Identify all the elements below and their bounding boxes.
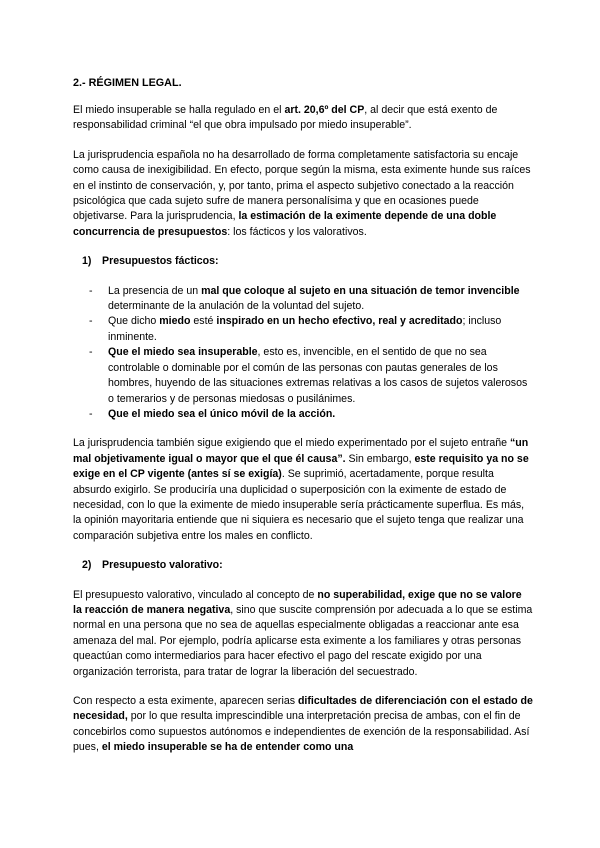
dash-bullet: - [89, 407, 93, 420]
text-run: . Se suprimió, acertadamente, porque resulta absurdo exigirlo. Se produciría una duplicidad o superposición con la eximente de estado de necesidad, con lo que la eximente de miedo insuperable sería prácticamente superflua. Es más, la opinión mayoritaria entiende que ni siquiera es necesario que el sujeto tenga que realizar una comparación subjetiva entre los males en conflicto. [73, 468, 525, 542]
bold-text: el miedo insuperable se ha de entender como una [101, 741, 354, 754]
text-run: : los fácticos y los valorativos. [227, 225, 367, 238]
text-run: La jurisprudencia también sigue exigiendo que el miedo experimentado por el sujeto entrañe [73, 437, 510, 450]
paragraph-legal-basis [73, 103, 533, 134]
text-run: Con respecto a esta eximente, aparecen serias [73, 695, 298, 707]
paragraph-jurisprudence [73, 148, 533, 240]
text-run: El miedo insuperable se halla regulado en el [73, 104, 285, 116]
text-run: esté [190, 315, 217, 328]
factual-requirements-list [73, 284, 533, 423]
list-item-text [108, 285, 520, 312]
section-title: 2.- RÉGIMEN LEGAL. [73, 77, 182, 89]
bold-text: Que el miedo sea el único móvil de la acción. [108, 407, 336, 420]
text-run: por lo que resulta imprescindible una interpretación precisa de ambas, con el fin de concebirlos como supuestos autónomos e independientes de exención de la responsabilidad. Así pues, [73, 710, 530, 754]
bold-text: no superabilidad, exige que no se valore la reacción de manera negativa [73, 588, 522, 616]
list-item-text [108, 346, 527, 404]
text-run: El presupuesto valorativo, vinculado al concepto de [73, 588, 318, 601]
text-run: La jurisprudencia española no ha desarrollado de forma completamente satisfactoria su encaje como causa de inexigibilidad. En efecto, porque según la misma, esta eximente hunde sus raíces en el instinto de conservación, y, por tanto, prima el aspecto subjetivo conectado a la reacción psicológica que cada sujeto sufre de manera personalísima y que en ocasiones puede objetivarse. Para la jurisprudencia, [73, 148, 531, 223]
bold-text: inspirado en un hecho efectivo, real y acreditado [216, 315, 463, 328]
bold-text: Que el miedo sea insuperable [108, 346, 258, 359]
paragraph-objective-harm [73, 436, 533, 544]
list-item [73, 314, 533, 345]
dash-bullet: - [89, 315, 93, 328]
list-item [73, 284, 533, 315]
text-run: Sin embargo, [345, 452, 415, 465]
text-run: , esto es, invencible, en el sentido de que no sea controlable o dominable por el común de las personas con pautas generales de los hombres, huyendo de las situaciones extremas relativas a los casos de sujetos valerosos o temerarios y de personas miedosas o pusilánimes. [108, 346, 528, 405]
dash-bullet: - [89, 346, 93, 359]
text-run: La presencia de un [108, 284, 202, 297]
list-item [73, 407, 533, 422]
text-run: Que dicho [108, 315, 160, 328]
paragraph-valuative [73, 588, 533, 680]
bold-text: art. 20,6º del CP [284, 104, 365, 116]
bold-text: “un mal objetivamente igual o mayor que el que él causa”. [73, 437, 529, 465]
paragraph-differentiation [73, 694, 533, 756]
list-item-text [108, 408, 335, 420]
text-run: , sino que suscite comprensión por adecuada a lo que se estima normal en una persona que no sea de aquellas especialmente obligadas a reaccionar ante esa amenaza del mal. Por ejemplo, podría aplicarse esta eximente a los familiares y otras personas queactúan como intermediarios para hacer efectivo el pago del rescate exigido por una organización terrorista, para tratar de lograr la liberación del secuestrado. [73, 603, 533, 678]
document-body [73, 76, 533, 756]
list-item [73, 345, 533, 407]
bold-text: la estimación de la eximente depende de una doble concurrencia de presupuestos [73, 210, 497, 238]
heading-label: Presupuestos fácticos: [102, 255, 219, 268]
heading-label: Presupuesto valorativo: [102, 559, 223, 572]
text-run: ; incluso inminente. [108, 315, 502, 343]
bold-text: dificultades de diferenciación con el estado de necesidad, [73, 695, 533, 723]
bold-text: mal que coloque al sujeto en una situación de temor invencible [201, 284, 520, 297]
text-run: determinante de la anulación de la voluntad del sujeto. [108, 300, 365, 313]
bold-text: miedo [159, 315, 191, 328]
heading-number: 1) [82, 255, 92, 268]
text-run: , al decir que está exento de responsabilidad criminal “el que obra impulsado por miedo insuperable”. [73, 104, 498, 132]
dash-bullet: - [89, 284, 93, 297]
heading-factual-requirements [82, 254, 533, 269]
list-item-text [108, 315, 501, 342]
heading-valuative-requirement [82, 558, 533, 573]
heading-number: 2) [82, 559, 92, 572]
bold-text: este requisito ya no se exige en el CP vigente (antes sí se exigía) [73, 452, 529, 481]
